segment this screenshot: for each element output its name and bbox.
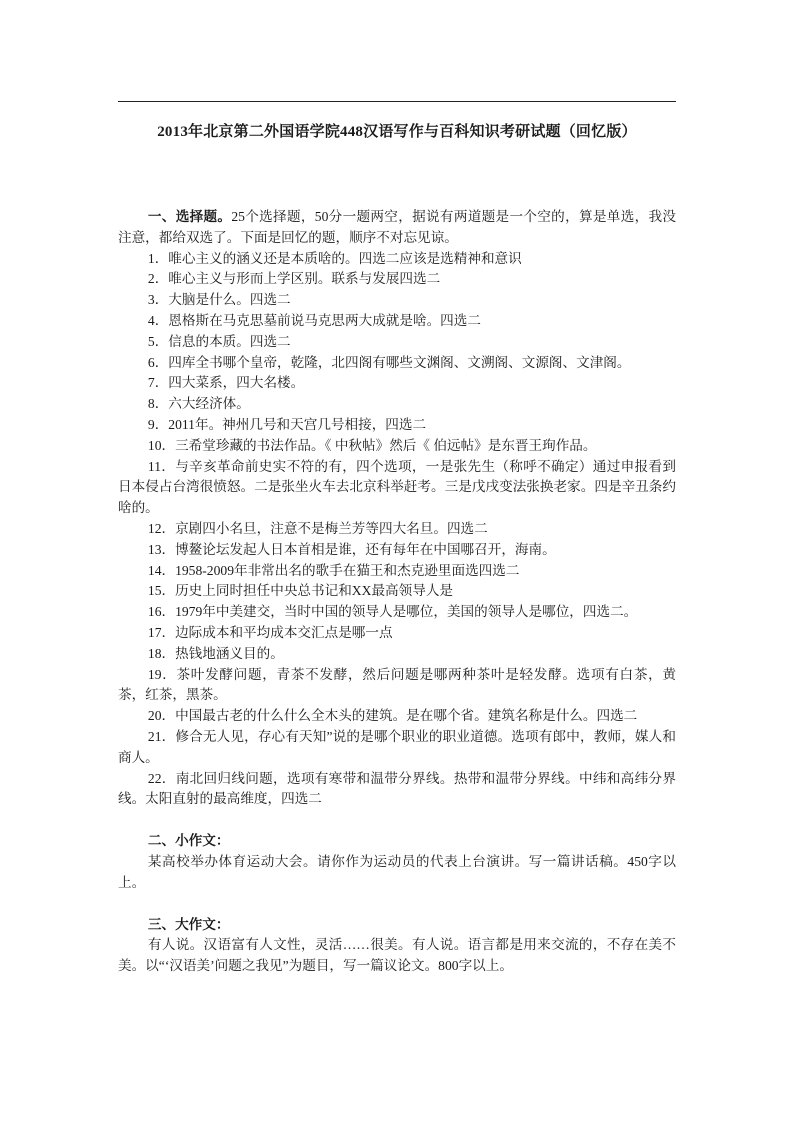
section-spacer [118,810,676,831]
question-item: 4．恩格斯在马克思墓前说马克思两大成就是啥。四选二 [147,312,481,328]
question-item: 13．博鳌论坛发起人日本首相是谁，还有每年在中国哪召开，海南。 [147,541,556,557]
question-item: 5．信息的本质。四选二 [147,333,291,349]
question-item: 16．1979年中美建交，当时中国的领导人是哪位，美国的领导人是哪位，四选二。 [147,604,638,620]
question-item: 6．四库全书哪个皇帝，乾隆，北四阁有哪些文渊阁、文溯阁、文源阁、文津阁。 [147,354,631,370]
section-2-body: 某高校举办体育运动大会。请你作为运动员的代表上台演讲。写一篇讲话稿。450字以上。 [118,853,676,890]
question-item: 19．茶叶发酵问题，青茶不发酵，然后问题是哪两种茶叶是轻发酵。选项有白茶，黄茶，红茶，黑茶。 [118,666,676,703]
question-item: 15．历史上同时担任中央总书记和XX最高领导人是 [147,583,454,599]
question-item: 21．修合无人见，存心有天知”说的是哪个职业的职业道德。选项有郎中，教师，媒人和商人。 [118,728,676,765]
question-item: 9．2011年。神州几号和天宫几号相接，四选二 [147,416,427,432]
section-3-heading: 三、大作文： [147,916,230,932]
question-item: 20．中国最古老的什么什么全木头的建筑。是在哪个省。建筑名称是什么。四选二 [147,708,638,724]
section-1-heading: 一、选择题。 [147,209,232,224]
section-1-intro-text: 25个选择题，50分一题两空，据说有两道题是一个空的，算是单选，我没注意，都给双选了。下面是回忆的题，顺序不对忘见谅。 [118,209,677,245]
question-item: 18．热钱地涵义目的。 [147,645,284,661]
question-item: 2．唯心主义与形而上学区别。联系与发展四选二 [147,271,441,287]
question-item: 14．1958-2009年非常出名的歌手在猫王和杰克逊里面选四选二 [147,562,520,578]
question-item: 10．三希堂珍藏的书法作品。《 中秋帖》然后《 伯远帖》是东晋王珣作品。 [147,437,597,453]
question-item: 1．唯心主义的涵义还是本质啥的。四选二应该是选精神和意识 [147,250,522,266]
question-item: 3．大脑是什么。四选二 [147,292,291,308]
section-1-intro [118,207,676,249]
header-rule [118,101,676,102]
question-item: 8．六大经济体。 [147,396,250,412]
question-item: 7．四大菜系，四大名楼。 [147,375,305,391]
section-2-heading: 二、小作文： [147,833,230,849]
question-item: 12．京剧四小名旦，注意不是梅兰芳等四大名旦。四选二 [147,520,488,536]
question-item: 11．与辛亥革命前史实不符的有，四个选项，一是张先生（称呼不确定）通过申报看到日本侵占台湾很愤怒。二是张坐火车去北京科举赶考。三是戊戌变法张换老家。四是辛丑条约啥的。 [118,458,676,516]
section-spacer [118,894,676,915]
question-item: 17．边际成本和平均成本交汇点是哪一点 [147,624,393,640]
question-item: 22．南北回归线问题，选项有寒带和温带分界线。热带和温带分界线。中纬和高纬分界线。太阳直射的最高维度，四选二 [118,770,676,807]
document-body [118,207,676,977]
section-3-body: 有人说。汉语富有人文性，灵活……很美。有人说。语言都是用来交流的，不存在美不美。以“‘汉语美’问题之我见”为题目，写一篇议论文。800字以上。 [118,937,676,974]
document-title: 2013年北京第二外国语学院448汉语写作与百科知识考研试题（回忆版） [157,124,637,140]
